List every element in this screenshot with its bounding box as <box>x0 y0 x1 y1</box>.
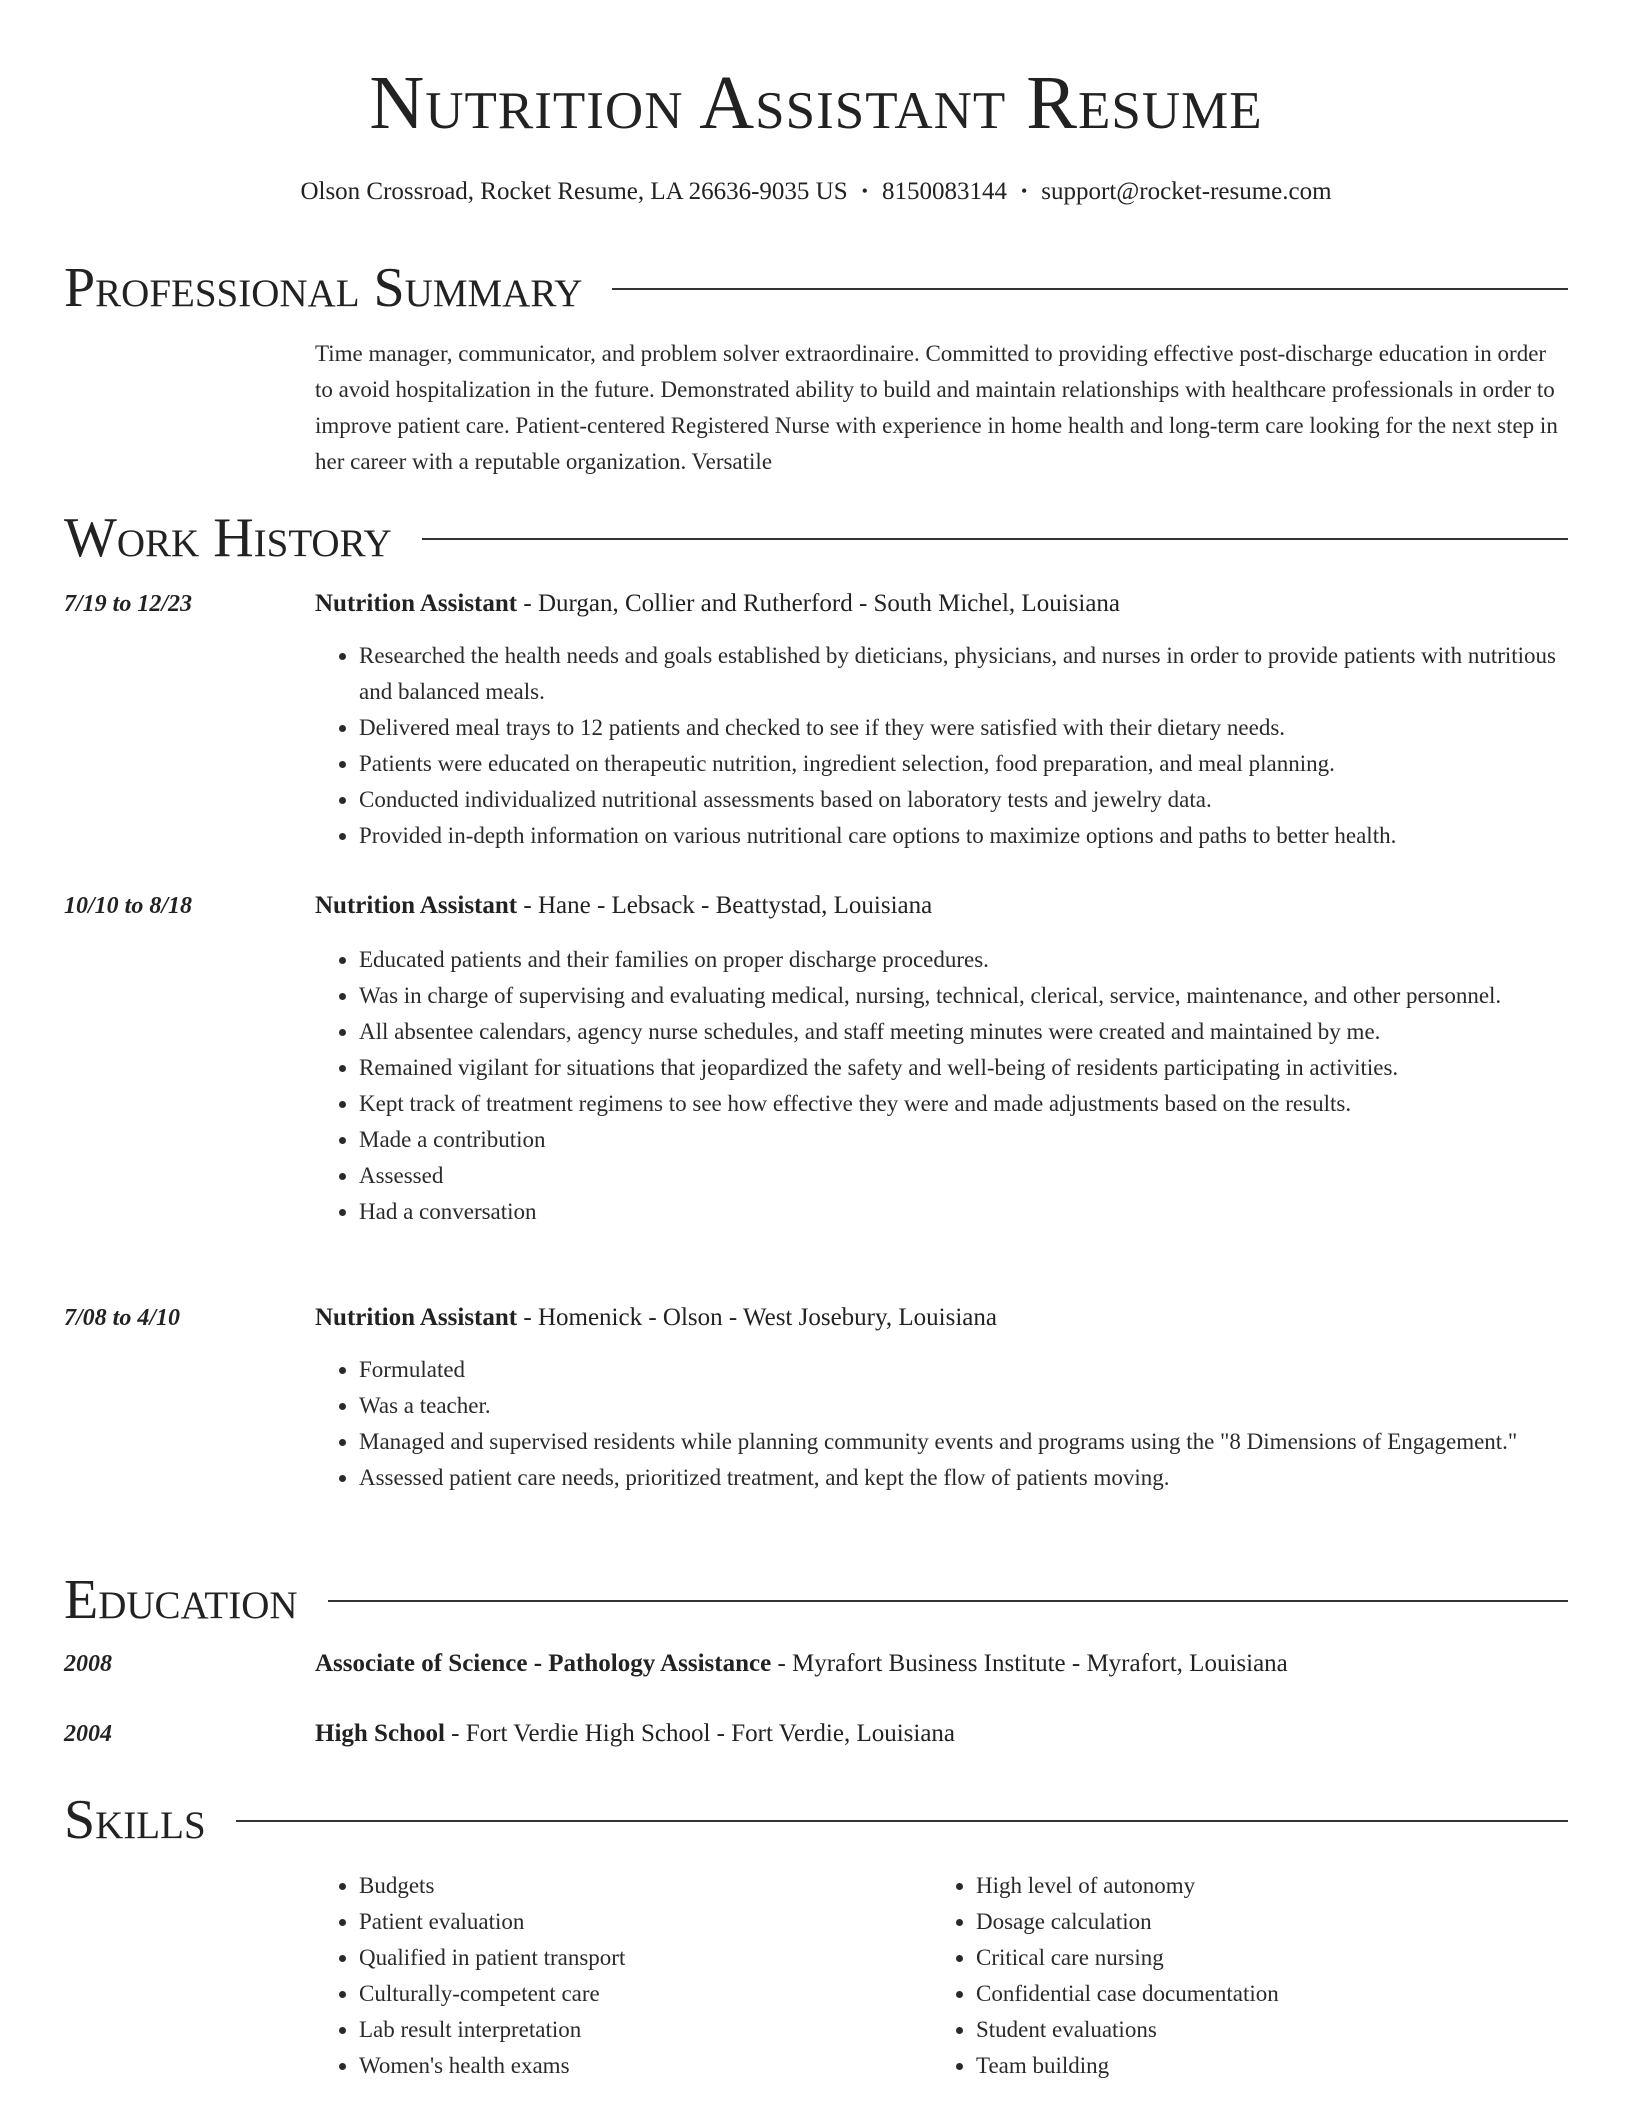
job-dates: 7/19 to 12/23 <box>64 591 193 617</box>
education-year: 2004 <box>64 1721 112 1747</box>
contact-address: Olson Crossroad, Rocket Resume, LA 26636-9035 US <box>300 178 848 205</box>
education-heading <box>315 1646 1568 1682</box>
job-employer: - Hane - Lebsack - Beattystad, Louisiana <box>517 892 933 919</box>
contact-phone: 8150083144 <box>881 178 1007 205</box>
job-bullet: • Was a teacher. <box>359 1388 1568 1424</box>
job-employer: - Homenick - Olson - West Josebury, Louisiana <box>517 1304 997 1331</box>
skill-item: • Dosage calculation <box>976 1904 1596 1940</box>
skill-item: • High level of autonomy <box>976 1868 1596 1904</box>
education-degree: Associate of Science - Pathology Assistance <box>315 1650 772 1677</box>
job-heading <box>315 888 1568 924</box>
job-heading <box>315 586 1568 622</box>
skills-list-right <box>932 1868 1596 2084</box>
job-bullets <box>315 1352 1568 1496</box>
skill-item: • Confidential case documentation <box>976 1976 1596 2012</box>
skill-item: • Critical care nursing <box>976 1940 1596 1976</box>
job-title: Nutrition Assistant <box>315 892 518 919</box>
job-title: Nutrition Assistant <box>315 590 518 617</box>
section-title-summary: Professional Summary <box>64 256 612 320</box>
skill-item: • Qualified in patient transport <box>359 1940 919 1976</box>
education-school: - Fort Verdie High School - Fort Verdie, Louisiana <box>444 1720 956 1747</box>
job-heading <box>315 1300 1568 1336</box>
job-bullet: • Assessed patient care needs, prioritized treatment, and kept the flow of patients moving. <box>359 1460 1568 1496</box>
section-header-education <box>64 1568 1568 1632</box>
job-dates: 10/10 to 8/18 <box>64 893 193 919</box>
job-bullet: • Provided in-depth information on various nutritional care options to maximize options and paths to better health. <box>359 818 1568 854</box>
job-bullets <box>315 638 1568 854</box>
education-school: - Myrafort Business Institute - Myrafort, Louisiana <box>771 1650 1288 1677</box>
education-year: 2008 <box>64 1651 112 1677</box>
section-title-work-history: Work History <box>64 506 422 570</box>
job-bullet: • Formulated <box>359 1352 1568 1388</box>
skill-item: • Patient evaluation <box>359 1904 919 1940</box>
section-title-education: Education <box>64 1568 328 1632</box>
job-bullet: • Kept track of treatment regimens to see how effective they were and made adjustments based on the results. <box>359 1086 1568 1122</box>
skill-item: • Team building <box>976 2048 1596 2084</box>
section-header-summary <box>64 256 1568 320</box>
resume-title: Nutrition Assistant Resume <box>369 61 1263 145</box>
job-bullet: • Educated patients and their families on proper discharge procedures. <box>359 942 1568 978</box>
job-bullet: • Had a conversation <box>359 1194 1568 1230</box>
job-bullet: • Managed and supervised residents while planning community events and programs using the "8 Dimensions of Engagement." <box>359 1424 1568 1460</box>
job-bullets <box>315 942 1568 1230</box>
skill-item: • Culturally-competent care <box>359 1976 919 2012</box>
job-bullet: • Was in charge of supervising and evaluating medical, nursing, technical, clerical, service, maintenance, and other personnel. <box>359 978 1568 1014</box>
job-bullet: • All absentee calendars, agency nurse schedules, and staff meeting minutes were created and maintained by me. <box>359 1014 1568 1050</box>
section-divider <box>64 1820 1568 1822</box>
skills-list-left <box>315 1868 919 2084</box>
skill-item: • Student evaluations <box>976 2012 1596 2048</box>
education-degree: High School <box>315 1720 445 1747</box>
job-bullet: • Delivered meal trays to 12 patients and checked to see if they were satisfied with their dietary needs. <box>359 710 1568 746</box>
job-bullet: • Researched the health needs and goals established by dieticians, physicians, and nurses in order to provide patients with nutritious and balanced meals. <box>359 638 1568 710</box>
job-bullet: • Patients were educated on therapeutic nutrition, ingredient selection, food preparation, and meal planning. <box>359 746 1568 782</box>
job-employer: - Durgan, Collier and Rutherford - South Michel, Louisiana <box>517 590 1121 617</box>
contact-email: support@rocket-resume.com <box>1041 178 1332 205</box>
job-title: Nutrition Assistant <box>315 1304 518 1331</box>
skill-item: • Budgets <box>359 1868 919 1904</box>
section-header-skills <box>64 1788 1568 1852</box>
job-dates: 7/08 to 4/10 <box>64 1305 181 1331</box>
contact-line <box>0 174 1632 209</box>
skill-item: • Lab result interpretation <box>359 2012 919 2048</box>
education-heading <box>315 1716 1568 1752</box>
job-bullet: • Assessed <box>359 1158 1568 1194</box>
section-title-skills: Skills <box>64 1788 236 1852</box>
job-bullet: • Remained vigilant for situations that jeopardized the safety and well-being of residents participating in activities. <box>359 1050 1568 1086</box>
job-bullet: • Conducted individualized nutritional assessments based on laboratory tests and jewelry data. <box>359 782 1568 818</box>
job-bullet: • Made a contribution <box>359 1122 1568 1158</box>
contact-separator: • <box>861 181 868 201</box>
skill-item: • Women's health exams <box>359 2048 919 2084</box>
section-header-work-history <box>64 506 1568 570</box>
summary-text: Time manager, communicator, and problem solver extraordinaire. Committed to providing effective post-discharge education in order to avoid hospitalization in the future. Demonstrated ability to build and maintain relationships with healthcare professionals in order to improve patient care. Patient-centered Registered Nurse with experience in home health and long-term care looking for the next step in her career with a reputable organization. Versatile <box>315 341 1558 474</box>
contact-separator: • <box>1020 181 1028 201</box>
